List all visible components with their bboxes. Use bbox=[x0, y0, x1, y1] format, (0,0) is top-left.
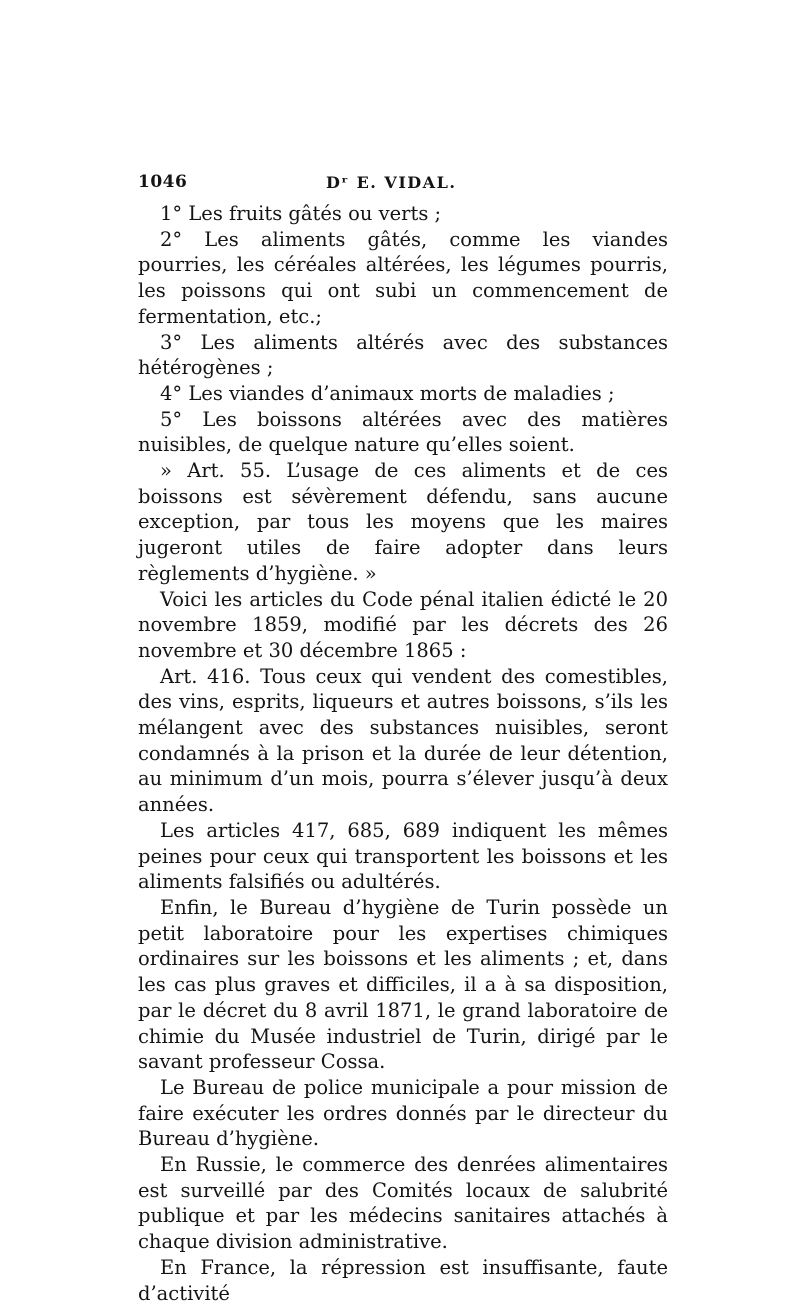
list-item-fruits: 1° Les fruits gâtés ou verts ; bbox=[160, 202, 442, 225]
page-number: 1046 bbox=[138, 172, 188, 192]
paragraph-articles-417: Les articles 417, 685, 689 indiquent les mêmes peines pour ceux qui transportent les boissons et les aliments falsifiés ou adultérés. bbox=[138, 818, 668, 894]
list-item-altered-foods: 3° Les aliments altérés avec des substances hétérogènes ; bbox=[138, 330, 668, 380]
paragraph-france: En France, la répression est insuffisante, faute d’activité bbox=[138, 1255, 668, 1305]
paragraph-penal-code: Voici les articles du Code pénal italien édicté le 20 novembre 1859, modifié par les décrets des 26 novembre et 30 décembre 1865 : bbox=[138, 587, 668, 662]
paragraph-article-416: Art. 416. Tous ceux qui vendent des comestibles, des vins, esprits, liqueurs et autres boissons, s’ils les mélangent avec des substances nuisibles, seront condamnés à la prison et la durée de leur détention, au minimum d’un mois, pourra s’élever jusqu’à deux années. bbox=[138, 664, 668, 817]
list-item-altered-drinks: 5° Les boissons altérées avec des matières nuisibles, de quelque nature qu’elles soient. bbox=[138, 407, 668, 457]
running-head-author: Dʳ E. VIDAL. bbox=[326, 173, 457, 192]
paragraph-turin-bureau: Enfin, le Bureau d’hygiène de Turin possède un petit laboratoire pour les expertises chimiques ordinaires sur les boissons et les aliments ; et, dans les cas plus graves et difficiles, il a à sa disposition, par le décret du 8 avril 1871, le grand laboratoire de chimie du Musée industriel de Turin, dirigé par le savant professeur Cossa. bbox=[138, 895, 668, 1074]
paragraph-police-bureau: Le Bureau de police municipale a pour mission de faire exécuter les ordres donnés par le directeur du Bureau d’hygiène. bbox=[138, 1075, 668, 1151]
list-item-spoiled-foods: 2° Les aliments gâtés, comme les viandes pourries, les céréales altérées, les légumes pourris, les poissons qui ont subi un commencement de fermentation, etc.; bbox=[138, 227, 668, 328]
list-item-diseased-meat: 4° Les viandes d’animaux morts de maladies ; bbox=[160, 381, 615, 405]
page-header bbox=[138, 172, 668, 198]
paragraph-article-55: » Art. 55. L’usage de ces aliments et de ces boissons est sévèrement défendu, sans aucune exception, par tous les moyens que les maires jugeront utiles de faire adopter dans leurs règlements d’hygiène. » bbox=[138, 459, 668, 585]
paragraph-russia: En Russie, le commerce des denrées alimentaires est surveillé par des Comités locaux de salubrité publique et par les médecins sanitaires attachés à chaque division administrative. bbox=[138, 1153, 668, 1254]
body-text bbox=[138, 201, 668, 1306]
